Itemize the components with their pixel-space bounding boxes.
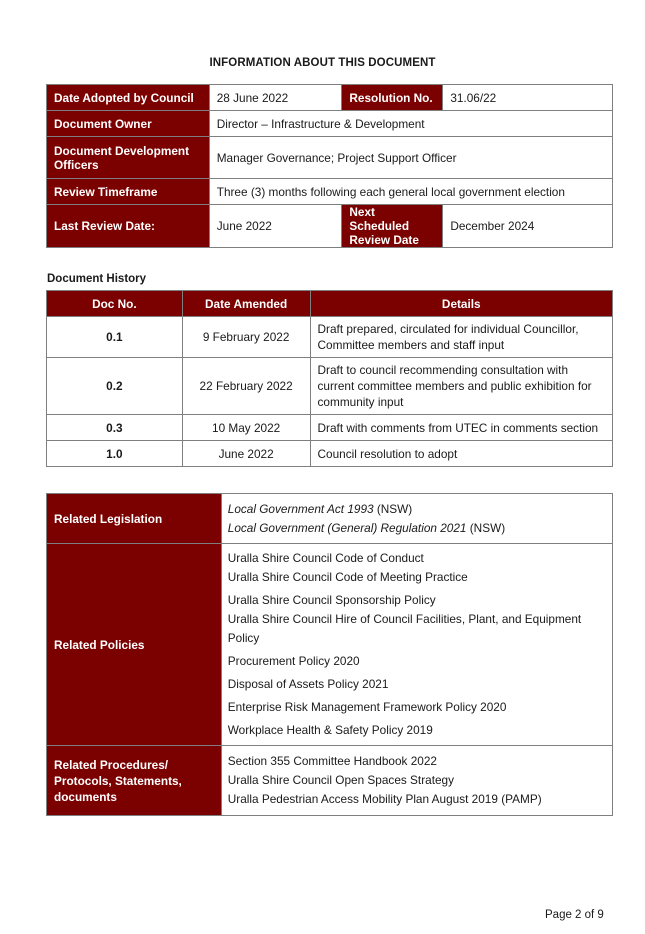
related-documents-table bbox=[46, 493, 613, 816]
table-row bbox=[47, 317, 613, 358]
related-procedures-list bbox=[221, 746, 612, 816]
column-header-details: Details bbox=[310, 291, 612, 317]
date-amended-cell: June 2022 bbox=[182, 441, 310, 467]
document-info-table bbox=[46, 84, 613, 248]
date-amended-cell: 10 May 2022 bbox=[182, 415, 310, 441]
doc-no-cell: 0.2 bbox=[47, 358, 183, 415]
last-review-value: June 2022 bbox=[209, 205, 342, 248]
policy-item: Uralla Shire Council Hire of Council Facilities, Plant, and Equipment Policy bbox=[227, 612, 582, 645]
related-legislation-list bbox=[221, 494, 612, 544]
table-row bbox=[47, 358, 613, 415]
legislation-item: Local Government (General) Regulation 2021 (NSW) bbox=[227, 520, 506, 535]
date-adopted-label: Date Adopted by Council bbox=[47, 85, 210, 111]
document-owner-value: Director – Infrastructure & Development bbox=[209, 111, 612, 137]
document-owner-label: Document Owner bbox=[47, 111, 210, 137]
date-amended-cell: 22 February 2022 bbox=[182, 358, 310, 415]
next-review-value: December 2024 bbox=[443, 205, 613, 248]
doc-no-cell: 0.3 bbox=[47, 415, 183, 441]
policy-item: Disposal of Assets Policy 2021 bbox=[227, 677, 389, 691]
last-review-label: Last Review Date: bbox=[47, 205, 210, 248]
policy-item: Workplace Health & Safety Policy 2019 bbox=[227, 723, 433, 737]
details-cell: Draft to council recommending consultation with current committee members and public exhibition for community input bbox=[310, 358, 612, 415]
column-header-date-amended: Date Amended bbox=[182, 291, 310, 317]
policy-item: Uralla Shire Council Code of Meeting Practice bbox=[227, 570, 468, 584]
details-cell: Draft prepared, circulated for individual Councillor, Committee members and staff input bbox=[310, 317, 612, 358]
column-header-doc-no: Doc No. bbox=[47, 291, 183, 317]
document-history-table bbox=[46, 290, 613, 467]
policy-item: Uralla Shire Council Sponsorship Policy bbox=[227, 593, 436, 607]
related-legislation-label: Related Legislation bbox=[47, 494, 222, 544]
resolution-label: Resolution No. bbox=[342, 85, 443, 111]
document-history-heading: Document History bbox=[47, 273, 147, 285]
policy-item: Procurement Policy 2020 bbox=[227, 654, 360, 668]
procedure-item: Uralla Pedestrian Access Mobility Plan August 2019 (PAMP) bbox=[227, 792, 542, 806]
document-title: INFORMATION ABOUT THIS DOCUMENT bbox=[209, 57, 436, 69]
legislation-item: Local Government Act 1993 (NSW) bbox=[227, 501, 413, 516]
related-policies-list bbox=[221, 544, 612, 746]
review-timeframe-label: Review Timeframe bbox=[47, 179, 210, 205]
dev-officers-value: Manager Governance; Project Support Officer bbox=[209, 137, 612, 179]
review-timeframe-value: Three (3) months following each general local government election bbox=[209, 179, 612, 205]
next-review-label: Next Scheduled Review Date bbox=[342, 205, 443, 248]
page-number: Page 2 of 9 bbox=[545, 909, 604, 921]
table-row bbox=[47, 441, 613, 467]
details-cell: Draft with comments from UTEC in comments section bbox=[310, 415, 612, 441]
details-cell: Council resolution to adopt bbox=[310, 441, 612, 467]
resolution-value: 31.06/22 bbox=[443, 85, 613, 111]
doc-no-cell: 1.0 bbox=[47, 441, 183, 467]
related-policies-label: Related Policies bbox=[47, 544, 222, 746]
doc-no-cell: 0.1 bbox=[47, 317, 183, 358]
procedure-item: Section 355 Committee Handbook 2022 bbox=[227, 754, 437, 768]
date-adopted-value: 28 June 2022 bbox=[209, 85, 342, 111]
procedure-item: Uralla Shire Council Open Spaces Strategy bbox=[227, 773, 454, 787]
policy-item: Enterprise Risk Management Framework Policy 2020 bbox=[227, 700, 507, 714]
dev-officers-label: Document Development Officers bbox=[47, 137, 210, 179]
policy-item: Uralla Shire Council Code of Conduct bbox=[227, 551, 424, 565]
related-procedures-label: Related Procedures/ Protocols, Statements, documents bbox=[47, 746, 222, 816]
table-row bbox=[47, 415, 613, 441]
date-amended-cell: 9 February 2022 bbox=[182, 317, 310, 358]
